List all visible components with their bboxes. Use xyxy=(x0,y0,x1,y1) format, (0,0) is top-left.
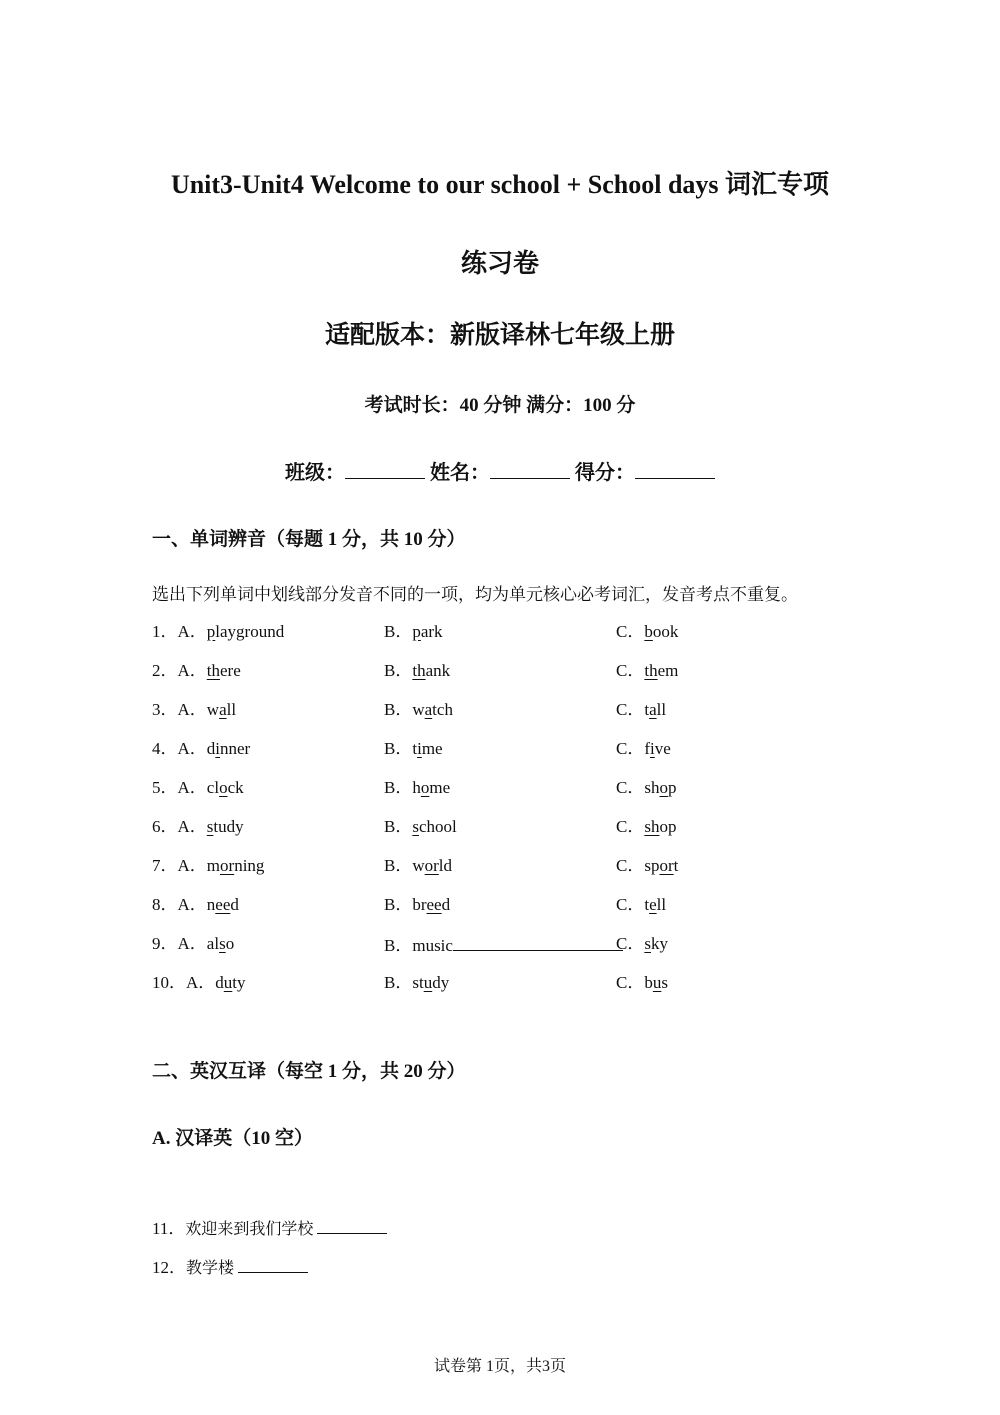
option-c[interactable] xyxy=(616,893,666,917)
word-part-post: o xyxy=(225,934,235,953)
word-part-pre: br xyxy=(412,895,427,914)
option-letter: C． xyxy=(616,778,645,797)
word-part-post: ve xyxy=(654,739,671,758)
option-b[interactable] xyxy=(384,893,450,917)
class-label: 班级： xyxy=(285,462,345,484)
word-part-pre: m xyxy=(206,856,221,875)
word-part-mid: a xyxy=(649,700,657,719)
word-part-post: ll xyxy=(656,895,667,914)
option-c[interactable] xyxy=(616,854,678,878)
word-part-mid: ee xyxy=(215,895,231,914)
option-letter: B． xyxy=(384,622,413,641)
word-part-post: em xyxy=(657,661,679,680)
word-part-mid: th xyxy=(206,661,221,680)
word-part-mid: a xyxy=(219,700,227,719)
option-letter: C． xyxy=(616,739,645,758)
word-part-pre: f xyxy=(644,739,651,758)
word-part-post: ark xyxy=(420,622,443,641)
fill-item-text: 欢迎来到我们学校 xyxy=(185,1219,314,1238)
option-letter: C． xyxy=(616,661,645,680)
word-part-post: ll xyxy=(226,700,237,719)
word-part-post: ky xyxy=(650,934,668,953)
word-part-mid: s xyxy=(206,817,214,836)
word-part-pre: al xyxy=(206,934,220,953)
option-letter: B． xyxy=(384,778,413,797)
word-part-mid: i xyxy=(417,739,422,758)
word-part-post: op xyxy=(659,817,677,836)
word-part-mid: o xyxy=(219,778,228,797)
word-part-pre: n xyxy=(206,895,216,914)
stray-underline xyxy=(453,932,623,951)
fill-item-number: 12． xyxy=(152,1258,186,1277)
option-letter: B． xyxy=(384,936,413,955)
word-part-pre: sp xyxy=(644,856,660,875)
option-letter: C． xyxy=(616,856,645,875)
word-part-post: ning xyxy=(234,856,265,875)
option-a[interactable] xyxy=(152,776,244,800)
word-part-post: nner xyxy=(220,739,251,758)
word-part-pre: st xyxy=(412,973,424,992)
option-a[interactable] xyxy=(152,659,241,683)
option-a[interactable] xyxy=(152,815,244,839)
option-a[interactable] xyxy=(152,854,264,878)
word-part-mid: s xyxy=(644,934,651,953)
option-c[interactable] xyxy=(616,932,668,956)
option-a[interactable] xyxy=(152,932,234,956)
word-part-post: me xyxy=(421,739,443,758)
word-part-mid: p xyxy=(412,622,421,641)
word-part-post: t xyxy=(673,856,679,875)
question-number: 5．A． xyxy=(152,778,207,797)
word-part-pre: t xyxy=(412,739,418,758)
word-part-pre: music xyxy=(412,936,453,955)
word-part-pre: w xyxy=(206,700,220,719)
answer-blank[interactable] xyxy=(238,1256,308,1273)
option-letter: C． xyxy=(616,622,645,641)
option-b[interactable] xyxy=(384,698,453,722)
word-part-post: s xyxy=(661,973,668,992)
word-part-mid: u xyxy=(423,973,433,992)
score-label: 得分： xyxy=(575,462,635,484)
question-number: 10．A． xyxy=(152,973,216,992)
word-part-mid: o xyxy=(659,778,668,797)
option-letter: C． xyxy=(616,934,645,953)
question-number: 9．A． xyxy=(152,934,207,953)
word-part-post: ld xyxy=(438,856,453,875)
question-number: 1．A． xyxy=(152,622,207,641)
word-part-post: chool xyxy=(418,817,457,836)
option-a[interactable] xyxy=(152,971,246,995)
word-part-pre: b xyxy=(644,973,653,992)
option-letter: C． xyxy=(616,817,645,836)
word-part-post: ook xyxy=(652,622,679,641)
option-a[interactable] xyxy=(152,737,250,761)
name-label: 姓名： xyxy=(430,462,490,484)
section-1-heading: 一、单词辨音（每题 1 分，共 10 分） xyxy=(152,529,466,550)
option-c[interactable] xyxy=(616,698,666,722)
word-part-post: ank xyxy=(425,661,451,680)
word-part-mid: i xyxy=(215,739,221,758)
subtitle: 适配版本：新版译林七年级上册 xyxy=(324,322,675,349)
option-letter: B． xyxy=(384,739,413,758)
title-line-2: 练习卷 xyxy=(460,249,539,278)
option-letter: C． xyxy=(616,895,645,914)
option-b[interactable] xyxy=(384,932,623,958)
option-c[interactable] xyxy=(616,971,668,995)
word-part-pre: t xyxy=(644,700,650,719)
word-part-mid: th xyxy=(412,661,426,680)
word-part-post: ck xyxy=(227,778,244,797)
option-c[interactable] xyxy=(616,737,671,761)
option-letter: B． xyxy=(384,973,413,992)
word-part-mid: o xyxy=(420,778,430,797)
word-part-mid: s xyxy=(219,934,226,953)
word-part-mid: th xyxy=(644,661,658,680)
word-part-mid: i xyxy=(650,739,655,758)
option-a[interactable] xyxy=(152,893,239,917)
word-part-post: d xyxy=(230,895,239,914)
fill-item-11 xyxy=(152,1217,387,1241)
option-c[interactable] xyxy=(616,620,678,644)
question-number: 8．A． xyxy=(152,895,207,914)
word-part-pre: w xyxy=(412,700,425,719)
fill-item-12 xyxy=(152,1256,308,1280)
word-part-mid: e xyxy=(649,895,657,914)
word-part-post: tch xyxy=(432,700,453,719)
option-b[interactable] xyxy=(384,971,449,995)
option-b[interactable] xyxy=(384,776,450,800)
word-part-mid: sh xyxy=(644,817,660,836)
question-number: 3．A． xyxy=(152,700,207,719)
word-part-mid: or xyxy=(220,856,235,875)
word-part-mid: u xyxy=(223,973,233,992)
option-letter: B． xyxy=(384,856,413,875)
fill-item-number: 11． xyxy=(152,1219,186,1238)
option-letter: C． xyxy=(616,973,645,992)
option-b[interactable] xyxy=(384,659,450,683)
word-part-mid: ee xyxy=(426,895,442,914)
question-number: 2．A． xyxy=(152,661,207,680)
option-letter: B． xyxy=(384,700,413,719)
word-part-mid: or xyxy=(424,856,439,875)
word-part-mid: a xyxy=(424,700,433,719)
section-2-heading: 二、英汉互译（每空 1 分，共 20 分） xyxy=(152,1061,466,1082)
option-c[interactable] xyxy=(616,659,678,683)
page-footer: 试卷第 1页，共3页 xyxy=(433,1358,566,1375)
option-c[interactable] xyxy=(616,815,676,839)
word-part-post: ere xyxy=(220,661,241,680)
class-blank[interactable] xyxy=(345,458,425,479)
option-a[interactable] xyxy=(152,698,236,722)
word-part-mid: u xyxy=(652,973,662,992)
word-part-post: d xyxy=(441,895,451,914)
word-part-mid: b xyxy=(644,622,653,641)
word-part-pre: d xyxy=(206,739,216,758)
option-b[interactable] xyxy=(384,854,452,878)
option-b[interactable] xyxy=(384,815,457,839)
fill-item-text: 教学楼 xyxy=(186,1258,235,1277)
option-letter: C． xyxy=(616,700,645,719)
word-part-mid: s xyxy=(412,817,419,836)
word-part-post: dy xyxy=(432,973,450,992)
word-part-post: ll xyxy=(656,700,667,719)
word-part-post: ty xyxy=(232,973,246,992)
word-part-pre: sh xyxy=(644,778,660,797)
word-part-pre: d xyxy=(215,973,224,992)
name-blank[interactable] xyxy=(490,458,570,479)
option-b[interactable] xyxy=(384,620,443,644)
section-1-instruction: 选出下列单词中划线部分发音不同的一项，均为单元核心必考词汇，发音考点不重复。 xyxy=(152,585,798,605)
word-part-pre: cl xyxy=(206,778,220,797)
word-part-post: p xyxy=(667,778,677,797)
exam-info: 考试时长：40 分钟 满分：100 分 xyxy=(364,395,636,416)
word-part-pre: w xyxy=(412,856,425,875)
option-letter: B． xyxy=(384,895,413,914)
word-part-post: me xyxy=(429,778,451,797)
option-a[interactable] xyxy=(152,620,284,644)
word-part-mid: p xyxy=(206,622,216,641)
question-number: 6．A． xyxy=(152,817,207,836)
word-part-pre: h xyxy=(412,778,421,797)
title-line-1: Unit3-Unit4 Welcome to our school + School days 词汇专项 xyxy=(170,170,830,199)
word-part-post: layground xyxy=(215,622,285,641)
question-number: 4．A． xyxy=(152,739,207,758)
score-blank[interactable] xyxy=(635,458,715,479)
word-part-pre: t xyxy=(644,895,650,914)
word-part-post: tudy xyxy=(213,817,244,836)
option-letter: B． xyxy=(384,817,413,836)
option-b[interactable] xyxy=(384,737,443,761)
option-c[interactable] xyxy=(616,776,676,800)
answer-blank[interactable] xyxy=(317,1217,387,1234)
option-letter: B． xyxy=(384,661,413,680)
question-number: 7．A． xyxy=(152,856,207,875)
student-info-row xyxy=(0,458,1000,488)
word-part-mid: or xyxy=(659,856,674,875)
part-a-heading: A. 汉译英（10 空） xyxy=(152,1128,313,1149)
